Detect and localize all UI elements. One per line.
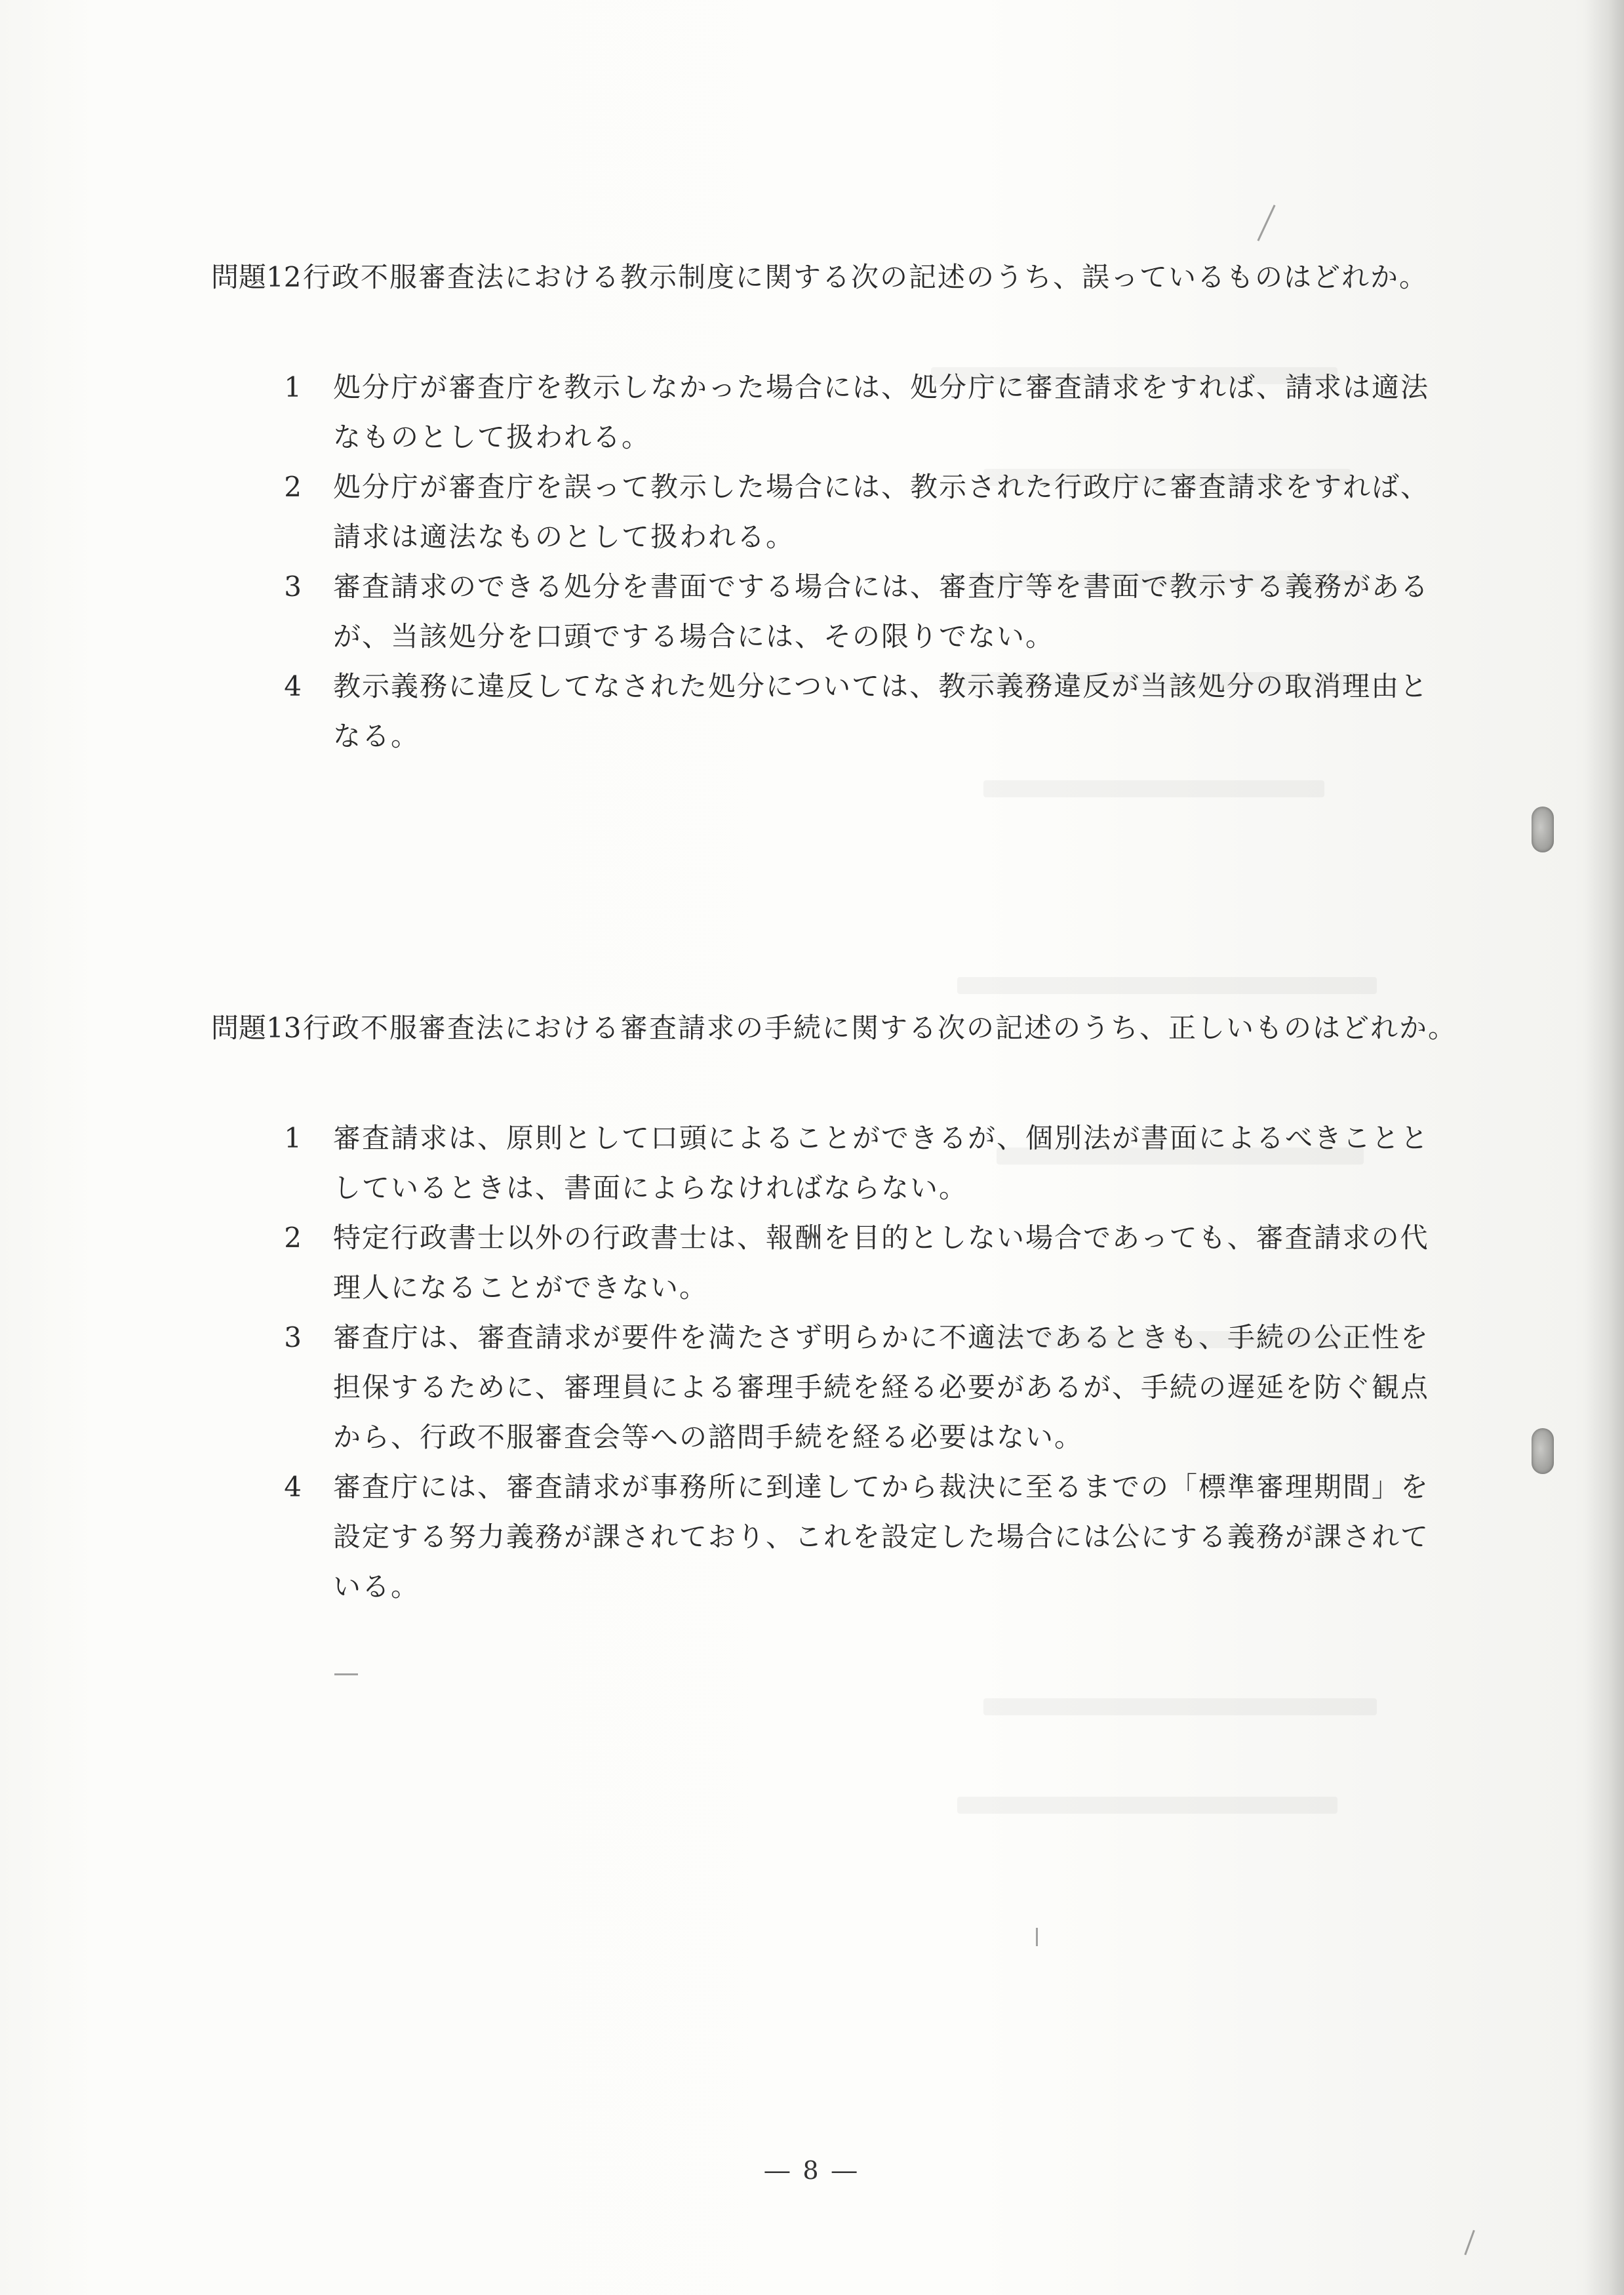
choice-item	[277, 1313, 1457, 1462]
question-12	[211, 252, 1457, 761]
choice-text: 審査庁は、審査請求が要件を満たさず明らかに不適法であるときも、手続の公正性を担保するために、審理員による審理手続を経る必要があるが、手続の遅延を防ぐ観点から、行政不服審査会等への諮問手続を経る必要はない。	[333, 1321, 1430, 1453]
question-number: 問題12	[211, 261, 302, 293]
choice-text: 処分庁が審査庁を教示しなかった場合には、処分庁に審査請求をすれば、請求は適法なものとして扱われる。	[333, 371, 1430, 453]
choice-list	[211, 1113, 1457, 1612]
choice-text: 審査庁には、審査請求が事務所に到達してから裁決に至るまでの「標準審理期間」を設定する努力義務が課されており、これを設定した場合には公にする義務が課されている。	[333, 1471, 1430, 1603]
choice-text: 教示義務に違反してなされた処分については、教示義務違反が当該処分の取消理由となる。	[333, 670, 1429, 752]
choice-text: 処分庁が審査庁を誤って教示した場合には、教示された行政庁に審査請求をすれば、請求は適法なものとして扱われる。	[333, 471, 1430, 553]
binder-hole-bottom	[1532, 1428, 1554, 1474]
pen-mark	[334, 1673, 358, 1675]
choice-item	[277, 1113, 1457, 1213]
question-13	[211, 1003, 1457, 1612]
question-header	[211, 252, 1457, 302]
choice-number: 1	[284, 371, 303, 403]
choice-number: 2	[284, 471, 303, 503]
question-stem: 行政不服審査法における教示制度に関する次の記述のうち、誤っているものはどれか。	[303, 261, 1429, 293]
choice-number: 3	[284, 1321, 303, 1353]
question-number: 問題13	[211, 1012, 302, 1044]
bleed-through-line	[983, 780, 1324, 797]
choice-text: 審査請求のできる処分を書面でする場合には、審査庁等を書面で教示する義務があるが、当該処分を口頭でする場合には、その限りでない。	[333, 570, 1430, 652]
binder-hole-top	[1532, 807, 1554, 852]
choice-item	[277, 462, 1457, 562]
bleed-through-line	[957, 1797, 1337, 1814]
choice-item	[277, 562, 1457, 662]
choice-item	[277, 1462, 1457, 1612]
bleed-through-line	[983, 1698, 1377, 1715]
choice-item	[277, 662, 1457, 761]
question-header	[211, 1003, 1457, 1053]
choice-list	[211, 363, 1457, 761]
pen-mark	[1036, 1928, 1038, 1946]
choice-item	[277, 363, 1457, 462]
choice-number: 2	[284, 1222, 303, 1254]
question-stem: 行政不服審査法における審査請求の手続に関する次の記述のうち、正しいものはどれか。	[303, 1012, 1457, 1044]
choice-number: 4	[284, 670, 303, 702]
pen-mark	[1464, 2230, 1475, 2256]
choice-text: 特定行政書士以外の行政書士は、報酬を目的としない場合であっても、審査請求の代理人になることができない。	[333, 1222, 1429, 1304]
pen-mark	[1257, 205, 1275, 241]
choice-number: 3	[284, 570, 303, 603]
choice-item	[277, 1213, 1457, 1313]
page-edge-shadow	[1585, 0, 1624, 2295]
choice-number: 4	[284, 1471, 303, 1503]
bleed-through-line	[957, 977, 1377, 994]
page-number: ― 8 ―	[764, 2156, 860, 2185]
choice-number: 1	[284, 1122, 303, 1154]
choice-text: 審査請求は、原則として口頭によることができるが、個別法が書面によるべきこととしているときは、書面によらなければならない。	[333, 1122, 1430, 1204]
